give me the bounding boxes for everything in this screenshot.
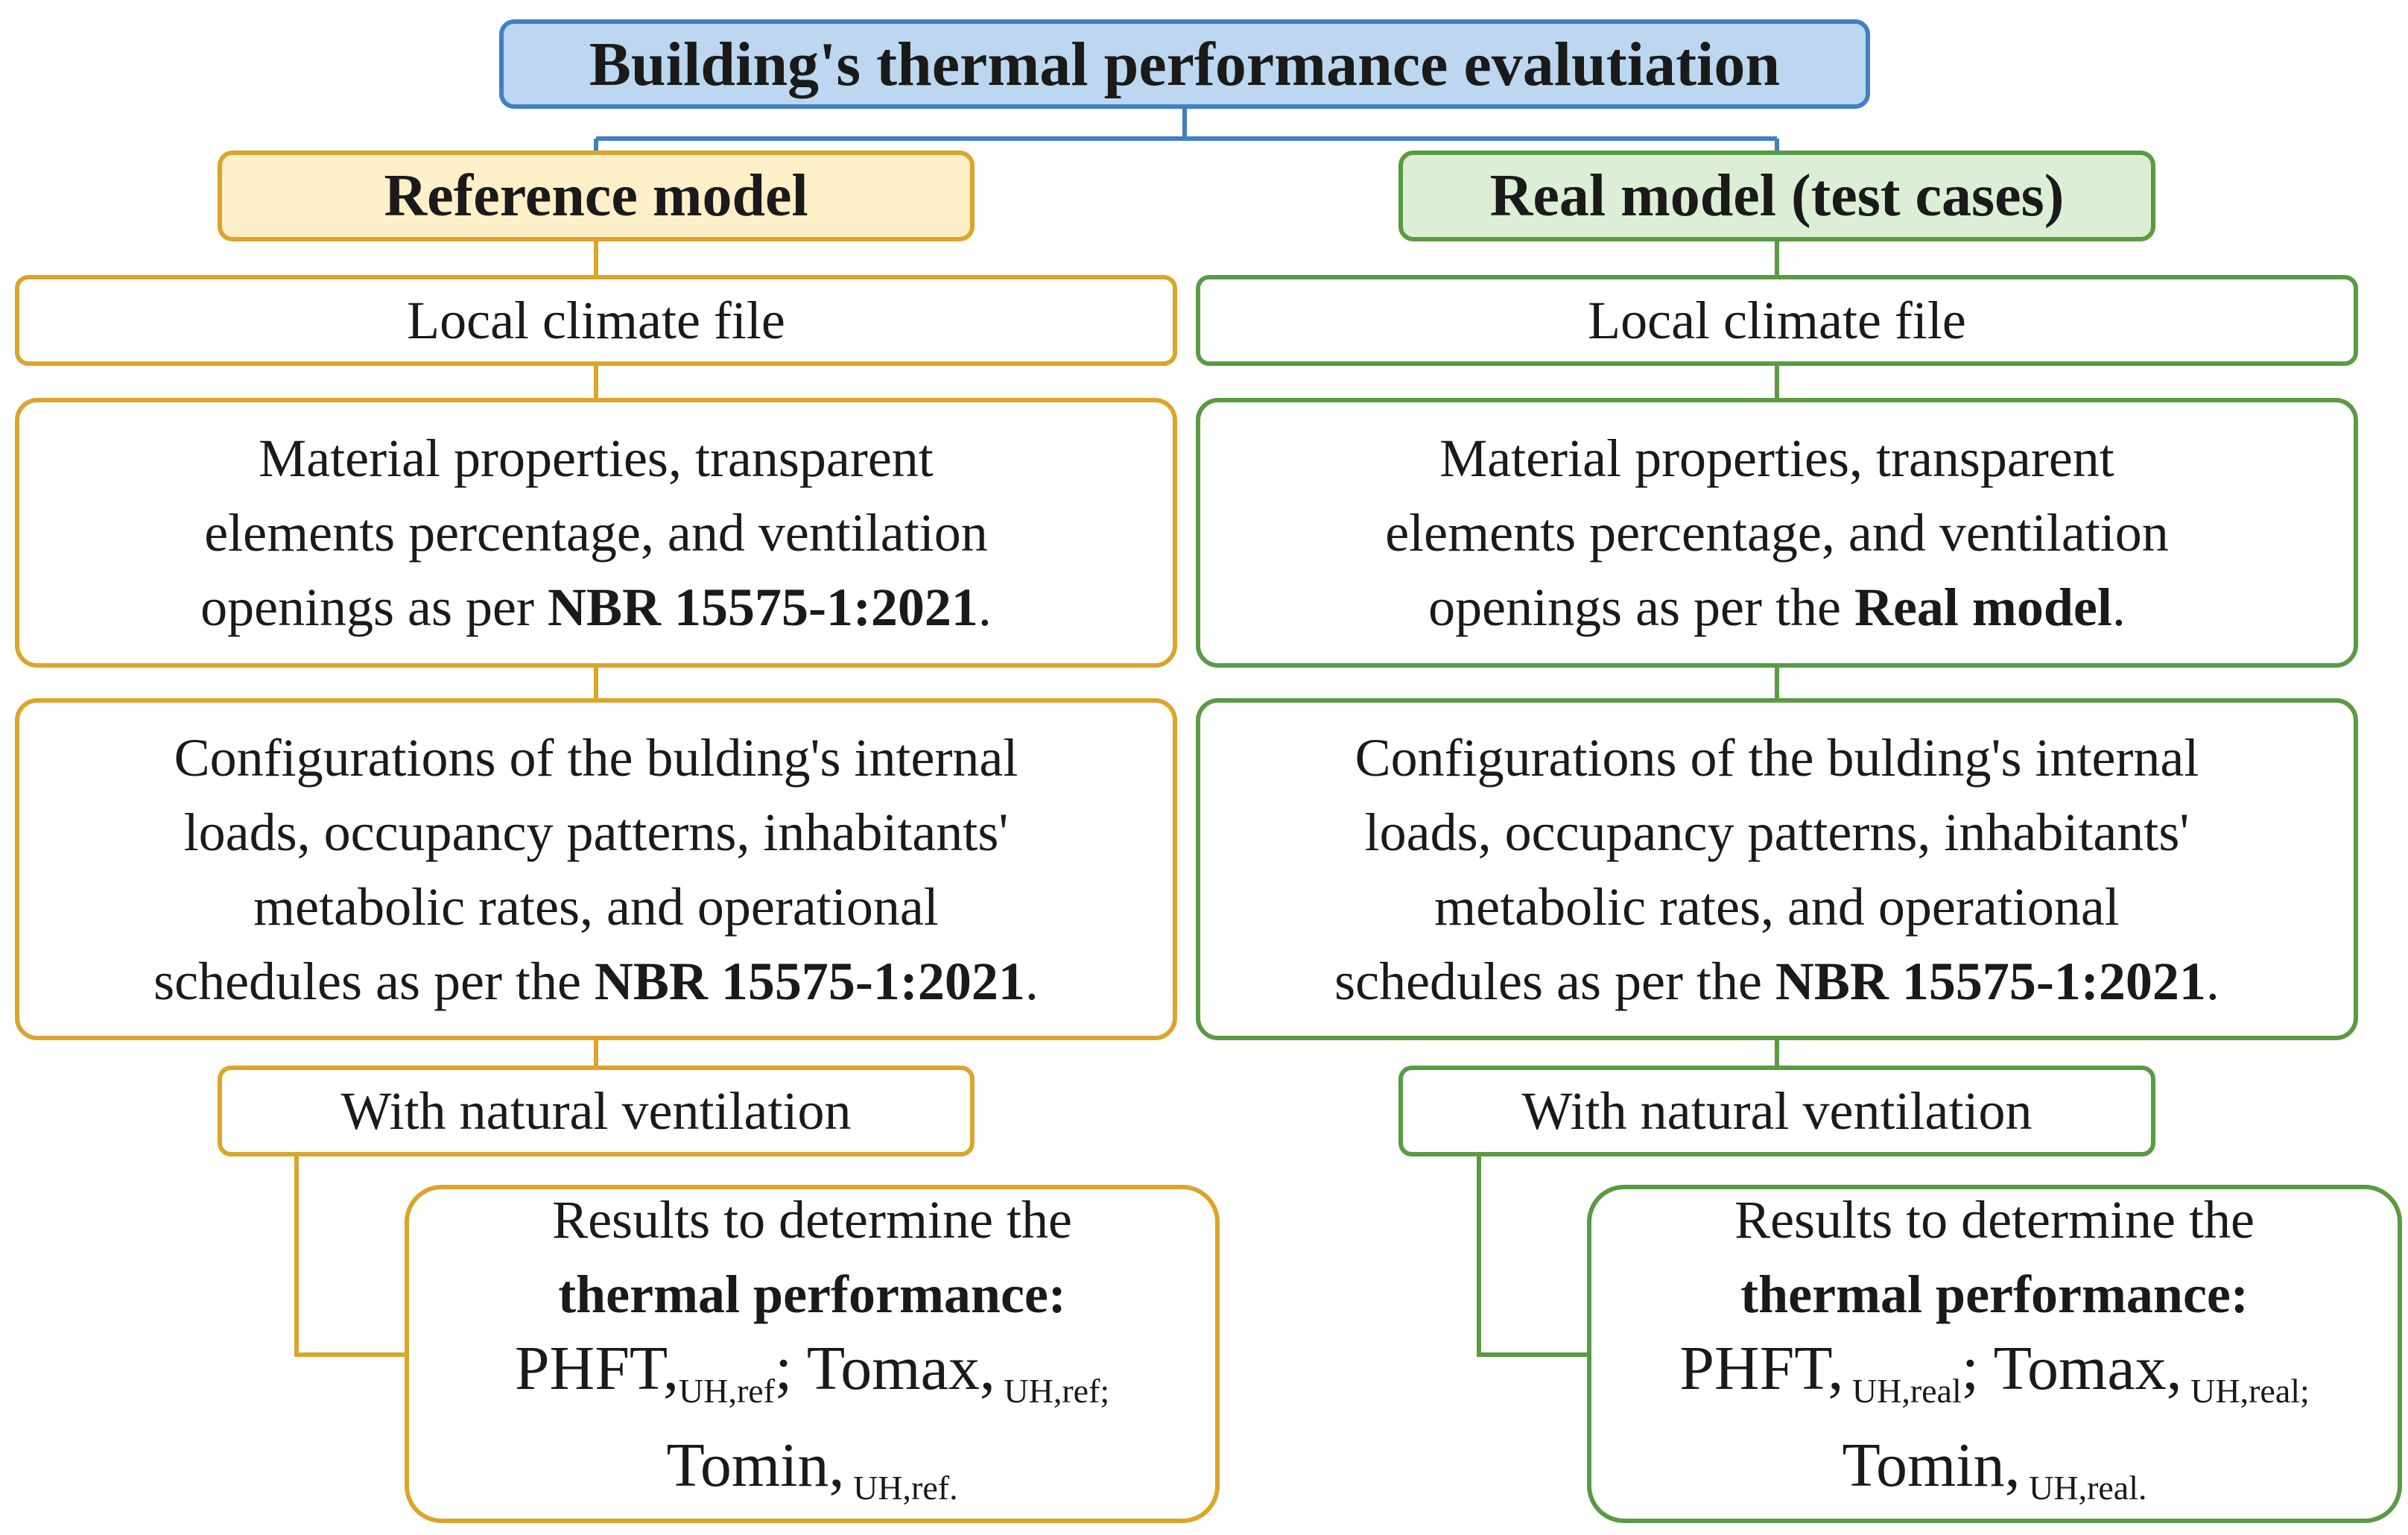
real-materials-line-3	[1385, 570, 2169, 645]
real-configs-line-1: Configurations of the bulding's internal	[1354, 727, 2199, 788]
reference-model-heading: Reference model	[218, 151, 975, 241]
real-model-heading: Real model (test cases)	[1398, 151, 2155, 241]
real-tomin-period: .	[2138, 1469, 2147, 1507]
real-materials-line-2: elements percentage, and ventilation	[1385, 503, 2169, 563]
reference-configs-standard: NBR 15575-1:2021	[594, 951, 1025, 1011]
reference-configs-line-1: Configurations of the bulding's internal	[174, 727, 1018, 788]
reference-climate-box	[15, 275, 1177, 366]
reference-materials-text	[200, 421, 992, 645]
reference-materials-box	[15, 398, 1177, 668]
real-tomin-subscript: UH,real	[2020, 1469, 2138, 1507]
real-phft-subscript: UH,real	[1843, 1372, 1962, 1410]
reference-configs-line-4-text: schedules as per the	[153, 951, 595, 1011]
real-materials-line-3-text: openings as per the	[1428, 577, 1854, 637]
reference-materials-standard: NBR 15575-1:2021	[547, 577, 978, 637]
reference-phft-subscript: UH,ref	[679, 1372, 775, 1410]
real-climate-text: Local climate file	[1588, 291, 1966, 350]
real-configs-line-4	[1334, 944, 2220, 1019]
reference-materials-line-1: Material properties, transparent	[259, 428, 934, 488]
real-ventilation-text: With natural ventilation	[1521, 1081, 2032, 1141]
reference-configs-text	[153, 721, 1039, 1019]
real-configs-standard: NBR 15575-1:2021	[1775, 951, 2206, 1011]
reference-climate-text: Local climate file	[407, 291, 785, 350]
reference-materials-period: .	[978, 577, 992, 637]
reference-results-metrics-2	[515, 1428, 1109, 1525]
real-tomax-separator: ;	[2300, 1372, 2310, 1410]
diagram-title: Building's thermal performance evalutiation	[499, 19, 1870, 109]
reference-ventilation-text: With natural ventilation	[340, 1081, 852, 1141]
real-configs-line-4-text: schedules as per the	[1334, 951, 1775, 1011]
real-results-line-1: Results to determine the	[1734, 1190, 2255, 1250]
reference-configs-box	[15, 698, 1177, 1040]
real-tomax-subscript: UH,real	[2182, 1372, 2301, 1410]
real-results-metrics-1	[1679, 1332, 2310, 1428]
reference-ventilation-box	[218, 1066, 975, 1156]
real-materials-period: .	[2111, 577, 2126, 637]
real-materials-box	[1196, 398, 2358, 668]
reference-results-box	[405, 1185, 1220, 1523]
reference-results-metrics-1	[515, 1332, 1109, 1428]
real-results-text	[1679, 1183, 2310, 1525]
reference-tomin-label: Tomin,	[666, 1431, 845, 1500]
reference-configs-line-3: metabolic rates, and operational	[253, 876, 939, 937]
real-configs-line-2: loads, occupancy patterns, inhabitants'	[1364, 802, 2190, 862]
reference-materials-line-3-text: openings as per	[200, 577, 548, 637]
real-climate-box	[1196, 275, 2358, 366]
real-results-metrics-2	[1679, 1428, 2310, 1525]
reference-tomax-subscript: UH,ref	[995, 1372, 1100, 1410]
reference-results-line-1: Results to determine the	[552, 1190, 1072, 1250]
real-results-heading: thermal performance:	[1740, 1265, 2249, 1324]
real-configs-period: .	[2205, 951, 2220, 1011]
reference-results-line-2	[515, 1257, 1109, 1332]
real-configs-text	[1334, 721, 2220, 1019]
real-connector-5	[1479, 1154, 1589, 1355]
real-materials-line-1: Material properties, transparent	[1439, 428, 2114, 488]
reference-tomin-period: .	[949, 1469, 958, 1507]
real-materials-model: Real model	[1854, 577, 2112, 637]
real-tomin-label: Tomin,	[1842, 1431, 2021, 1500]
real-tomax-label: ; Tomax,	[1961, 1334, 2182, 1403]
reference-results-heading: thermal performance:	[558, 1265, 1066, 1324]
reference-tomax-label: ; Tomax,	[775, 1334, 995, 1403]
reference-materials-line-2: elements percentage, and ventilation	[204, 503, 988, 563]
reference-materials-line-3	[200, 570, 992, 645]
real-materials-text	[1385, 421, 2169, 645]
real-configs-line-3: metabolic rates, and operational	[1434, 876, 2120, 937]
reference-phft-label: PHFT,	[514, 1334, 679, 1403]
reference-configs-period: .	[1024, 951, 1039, 1011]
real-results-box	[1587, 1185, 2402, 1523]
real-results-line-2	[1679, 1257, 2310, 1332]
real-ventilation-box	[1398, 1066, 2155, 1156]
reference-results-text	[515, 1183, 1109, 1525]
reference-configs-line-4	[153, 944, 1039, 1019]
real-phft-label: PHFT,	[1679, 1334, 1844, 1403]
reference-configs-line-2: loads, occupancy patterns, inhabitants'	[183, 802, 1009, 862]
reference-tomin-subscript: UH,ref	[844, 1469, 950, 1507]
reference-tomax-separator: ;	[1100, 1372, 1110, 1410]
reference-connector-5	[297, 1154, 407, 1355]
real-configs-box	[1196, 698, 2358, 1040]
